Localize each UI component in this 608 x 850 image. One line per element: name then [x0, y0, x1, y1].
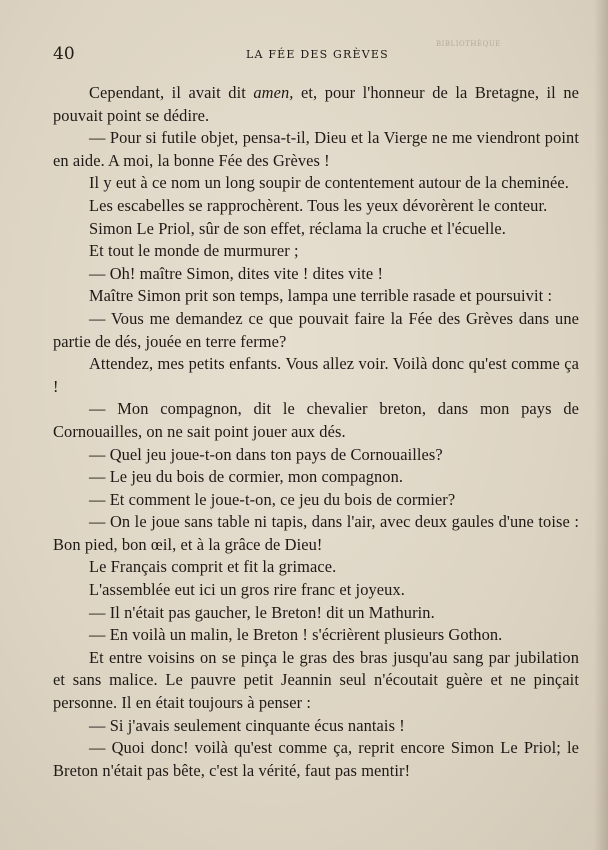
paragraph: Il y eut à ce nom un long soupir de contentement autour de la cheminée. — [89, 173, 569, 193]
paragraph: Maître Simon prit son temps, lampa une terrible rasade et poursuivit : — [89, 286, 553, 306]
paragraph: Cependant, il avait dit amen, et, pour l'honneur de la Bretagne, il ne pouvait point se dédire. — [53, 83, 579, 125]
body-text — [53, 82, 579, 782]
paragraph: — Si j'avais seulement cinquante écus nantais ! — [89, 715, 405, 735]
paragraph: — En voilà un malin, le Breton ! s'écrièrent plusieurs Gothon. — [89, 625, 503, 645]
paragraph: — Mon compagnon, dit le chevalier breton, dans mon pays de Cornouailles, on ne sait point jouer aux dés. — [53, 399, 579, 441]
paragraph: Le Français comprit et fit la grimace. — [89, 557, 337, 577]
page-number: 40 — [53, 44, 75, 64]
paragraph: Et entre voisins on se pinça le gras des bras jusqu'au sang par jubilation et sans malice. Le pauvre petit Jeannin seul n'écoutait guère et ne pinçait personne. Il en était toujours à penser : — [53, 647, 579, 713]
paragraph: — Quel jeu joue-t-on dans ton pays de Cornouailles? — [89, 444, 443, 464]
paragraph: Simon Le Priol, sûr de son effet, réclama la cruche et l'écuelle. — [89, 218, 506, 238]
running-head: LA FÉE DES GRÈVES — [246, 48, 389, 61]
library-stamp: BIBLIOTHÈQUE — [436, 40, 501, 48]
paragraph: — On le joue sans table ni tapis, dans l'air, avec deux gaules d'une toise : Bon pied, bon œil, et à la grâce de Dieu! — [53, 512, 579, 554]
paragraph: — Oh! maître Simon, dites vite ! dites vite ! — [89, 263, 384, 283]
paragraph: Les escabelles se rapprochèrent. Tous les yeux dévorèrent le conteur. — [89, 195, 548, 215]
paragraph: — Quoi donc! voilà qu'est comme ça, reprit encore Simon Le Priol; le Breton n'était pas bête, c'est la vérité, faut pas mentir! — [53, 738, 579, 780]
paragraph: — Vous me demandez ce que pouvait faire la Fée des Grèves dans une partie de dés, jouée en terre ferme? — [53, 308, 579, 351]
paragraph: — Le jeu du bois de cormier, mon compagnon. — [89, 467, 404, 487]
emphasis: amen, — [253, 83, 294, 102]
paragraph: Attendez, mes petits enfants. Vous allez voir. Voilà donc qu'est comme ça ! — [53, 354, 579, 396]
paragraph: — Pour si futile objet, pensa-t-il, Dieu et la Vierge ne me viendront point en aide. A moi, la bonne Fée des Grèves ! — [53, 128, 579, 170]
paragraph: — Et comment le joue-t-on, ce jeu du bois de cormier? — [89, 489, 456, 509]
page-edge-shadow — [594, 0, 608, 850]
paragraph: — Il n'était pas gaucher, le Breton! dit un Mathurin. — [89, 602, 435, 622]
paragraph: L'assemblée eut ici un gros rire franc et joyeux. — [89, 580, 405, 600]
paragraph: Et tout le monde de murmurer ; — [89, 241, 299, 261]
